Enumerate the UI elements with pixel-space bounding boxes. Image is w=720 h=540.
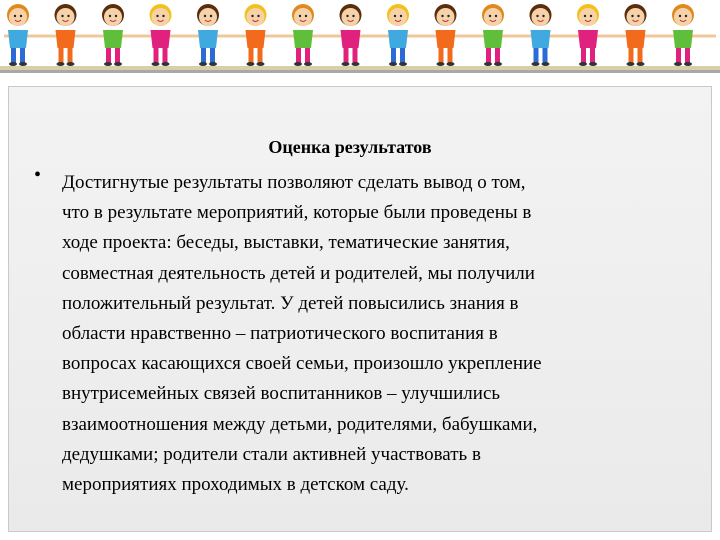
child-figure <box>625 4 647 66</box>
child-figure <box>55 4 77 66</box>
child-figure <box>197 4 219 66</box>
banner-ground-shadow <box>0 70 720 73</box>
children-banner-illustration <box>0 0 720 74</box>
child-figure <box>7 4 29 66</box>
slide-title: Оценка результатов <box>268 137 432 157</box>
child-figure <box>530 4 552 66</box>
child-figure <box>292 4 314 66</box>
child-figure <box>102 4 124 66</box>
bullet-marker: • <box>34 164 42 186</box>
child-figure <box>435 4 457 66</box>
child-figure <box>387 4 409 66</box>
child-figure <box>245 4 267 66</box>
child-figure <box>577 4 599 66</box>
bullet-paragraph: Достигнутые результаты позволяют сделать вывод о том, что в результате мероприятий, которые были проведены в ходе проекта: беседы, выставки, тематические занятия, совместная деятельность детей и родителей, мы получили положительный результат. У детей повысились знания в области нравственно – патриотического воспитания в вопросах касающихся своей семьи, произошло укрепление внутрисемейных связей воспитанников – улучшились взаимоотношения между детьми, родителями, бабушками, дедушками; родители стали активней участвовать в мероприятиях проходимых в детском саду. <box>62 172 542 496</box>
child-figure <box>672 4 694 66</box>
child-figure <box>340 4 362 66</box>
child-figure <box>482 4 504 66</box>
child-figure <box>150 4 172 66</box>
